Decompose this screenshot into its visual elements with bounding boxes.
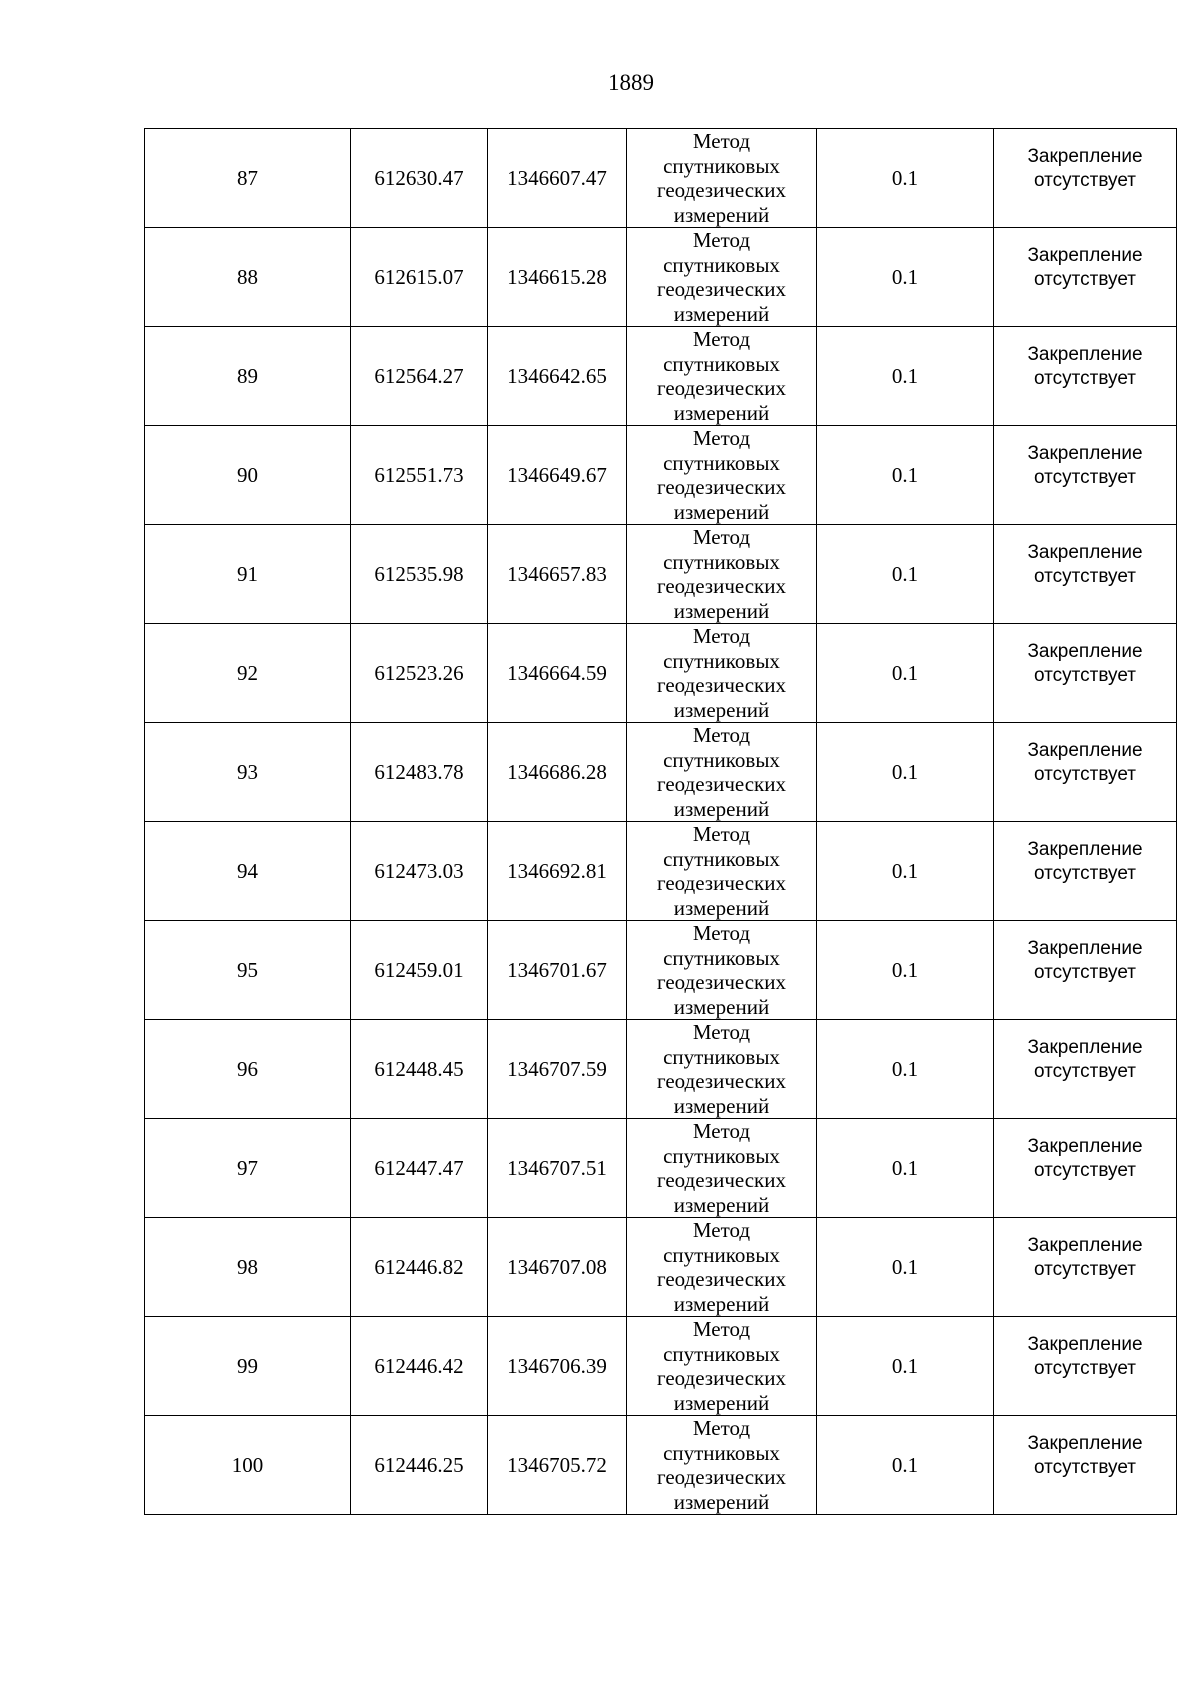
method-line: спутниковых [663,747,780,772]
method-line: Метод [692,129,751,153]
fixing-line: Закрепление [1027,1037,1143,1058]
accuracy-cell: 0.1 [817,327,994,426]
method-line: измерений [673,400,770,425]
method-cell [627,1416,817,1515]
method-line: геодезических [656,277,786,301]
x-coordinate-cell: 612473.03 [351,822,488,921]
fixing-cell [994,1416,1177,1515]
method-line: измерений [673,499,770,524]
method-line: геодезических [656,1168,786,1192]
table-row [145,921,1177,1020]
fixing-line: отсутствует [1034,1259,1136,1280]
table-row [145,822,1177,921]
method-cell [627,1218,817,1317]
method-cell [627,723,817,822]
x-coordinate-cell: 612564.27 [351,327,488,426]
point-number-cell: 93 [145,723,351,822]
y-coordinate-cell: 1346649.67 [488,426,627,525]
method-line: спутниковых [663,450,780,475]
method-line: спутниковых [663,351,780,376]
accuracy-cell: 0.1 [817,1020,994,1119]
fixing-line: отсутствует [1034,962,1136,983]
method-line: геодезических [656,1465,786,1489]
method-cell [627,1119,817,1218]
y-coordinate-cell: 1346707.51 [488,1119,627,1218]
table-row [145,525,1177,624]
method-cell [627,129,817,228]
fixing-cell [994,1317,1177,1416]
method-line: измерений [673,301,770,326]
fixing-line: Закрепление [1027,146,1143,167]
method-line: геодезических [656,1267,786,1291]
method-line: Метод [692,1218,751,1242]
method-line: измерений [673,994,770,1019]
x-coordinate-cell: 612448.45 [351,1020,488,1119]
method-cell [627,228,817,327]
fixing-cell [994,327,1177,426]
method-line: Метод [692,228,751,252]
table-row [145,1020,1177,1119]
accuracy-cell: 0.1 [817,1119,994,1218]
fixing-line: отсутствует [1034,566,1136,587]
fixing-line: отсутствует [1034,764,1136,785]
fixing-line: отсутствует [1034,863,1136,884]
x-coordinate-cell: 612447.47 [351,1119,488,1218]
accuracy-cell: 0.1 [817,426,994,525]
table-row [145,426,1177,525]
fixing-cell [994,129,1177,228]
table-row [145,1119,1177,1218]
fixing-line: Закрепление [1027,344,1143,365]
method-line: измерений [673,697,770,722]
x-coordinate-cell: 612459.01 [351,921,488,1020]
table-row [145,1317,1177,1416]
method-line: геодезических [656,475,786,499]
point-number-cell: 89 [145,327,351,426]
fixing-line: Закрепление [1027,938,1143,959]
fixing-line: Закрепление [1027,1433,1143,1454]
page-number: 1889 [608,70,654,95]
fixing-line: Закрепление [1027,245,1143,266]
y-coordinate-cell: 1346707.08 [488,1218,627,1317]
accuracy-cell: 0.1 [817,525,994,624]
method-line: измерений [673,1489,770,1514]
fixing-line: отсутствует [1034,1160,1136,1181]
method-line: измерений [673,1390,770,1415]
method-line: спутниковых [663,1143,780,1168]
y-coordinate-cell: 1346657.83 [488,525,627,624]
fixing-line: Закрепление [1027,443,1143,464]
method-line: Метод [692,624,751,648]
method-line: геодезических [656,673,786,697]
fixing-cell [994,525,1177,624]
y-coordinate-cell: 1346705.72 [488,1416,627,1515]
table-body [145,129,1177,1515]
fixing-line: отсутствует [1034,665,1136,686]
fixing-line: отсутствует [1034,1457,1136,1478]
method-cell [627,327,817,426]
x-coordinate-cell: 612483.78 [351,723,488,822]
point-number-cell: 88 [145,228,351,327]
fixing-line: Закрепление [1027,839,1143,860]
method-line: измерений [673,202,770,227]
method-line: измерений [673,895,770,920]
method-cell [627,1317,817,1416]
table-row [145,129,1177,228]
fixing-cell [994,1218,1177,1317]
method-line: измерений [673,796,770,821]
table-row [145,327,1177,426]
method-line: спутниковых [663,1242,780,1267]
fixing-line: отсутствует [1034,1061,1136,1082]
fixing-cell [994,228,1177,327]
fixing-line: Закрепление [1027,1334,1143,1355]
method-line: Метод [692,1317,751,1341]
y-coordinate-cell: 1346642.65 [488,327,627,426]
method-line: геодезических [656,376,786,400]
method-cell [627,1020,817,1119]
fixing-cell [994,822,1177,921]
method-cell [627,822,817,921]
point-number-cell: 91 [145,525,351,624]
method-line: геодезических [656,178,786,202]
fixing-line: Закрепление [1027,1235,1143,1256]
fixing-line: отсутствует [1034,1358,1136,1379]
point-number-cell: 95 [145,921,351,1020]
y-coordinate-cell: 1346692.81 [488,822,627,921]
table-row [145,624,1177,723]
method-line: спутниковых [663,1341,780,1366]
accuracy-cell: 0.1 [817,1218,994,1317]
point-number-cell: 99 [145,1317,351,1416]
x-coordinate-cell: 612446.42 [351,1317,488,1416]
fixing-line: отсутствует [1034,170,1136,191]
accuracy-cell: 0.1 [817,228,994,327]
point-number-cell: 90 [145,426,351,525]
x-coordinate-cell: 612446.25 [351,1416,488,1515]
method-line: геодезических [656,1366,786,1390]
x-coordinate-cell: 612630.47 [351,129,488,228]
coordinates-table [144,128,1177,1515]
fixing-line: Закрепление [1027,641,1143,662]
method-line: Метод [692,426,751,450]
method-line: спутниковых [663,648,780,673]
method-line: Метод [692,1119,751,1143]
y-coordinate-cell: 1346706.39 [488,1317,627,1416]
fixing-line: отсутствует [1034,368,1136,389]
method-line: геодезических [656,970,786,994]
y-coordinate-cell: 1346664.59 [488,624,627,723]
table-row [145,723,1177,822]
point-number-cell: 97 [145,1119,351,1218]
point-number-cell: 98 [145,1218,351,1317]
accuracy-cell: 0.1 [817,921,994,1020]
fixing-line: Закрепление [1027,740,1143,761]
method-line: Метод [692,525,751,549]
accuracy-cell: 0.1 [817,723,994,822]
method-cell [627,426,817,525]
table-row [145,228,1177,327]
method-line: измерений [673,1192,770,1217]
method-line: спутниковых [663,1440,780,1465]
method-line: геодезических [656,1069,786,1093]
method-line: Метод [692,822,751,846]
method-line: Метод [692,1020,751,1044]
point-number-cell: 96 [145,1020,351,1119]
method-line: геодезических [656,574,786,598]
y-coordinate-cell: 1346686.28 [488,723,627,822]
method-line: Метод [692,1416,751,1440]
point-number-cell: 94 [145,822,351,921]
y-coordinate-cell: 1346615.28 [488,228,627,327]
method-cell [627,525,817,624]
accuracy-cell: 0.1 [817,1317,994,1416]
method-line: Метод [692,327,751,351]
fixing-cell [994,426,1177,525]
method-cell [627,921,817,1020]
accuracy-cell: 0.1 [817,129,994,228]
fixing-line: отсутствует [1034,467,1136,488]
method-line: спутниковых [663,153,780,178]
fixing-cell [994,723,1177,822]
accuracy-cell: 0.1 [817,1416,994,1515]
method-line: Метод [692,723,751,747]
point-number-cell: 92 [145,624,351,723]
fixing-cell [994,624,1177,723]
method-line: спутниковых [663,945,780,970]
x-coordinate-cell: 612535.98 [351,525,488,624]
fixing-cell [994,1119,1177,1218]
accuracy-cell: 0.1 [817,822,994,921]
table-row [145,1416,1177,1515]
method-line: Метод [692,921,751,945]
y-coordinate-cell: 1346707.59 [488,1020,627,1119]
method-cell [627,624,817,723]
fixing-line: отсутствует [1034,269,1136,290]
y-coordinate-cell: 1346607.47 [488,129,627,228]
table-row [145,1218,1177,1317]
accuracy-cell: 0.1 [817,624,994,723]
method-line: спутниковых [663,846,780,871]
point-number-cell: 100 [145,1416,351,1515]
method-line: измерений [673,1291,770,1316]
fixing-cell [994,921,1177,1020]
point-number-cell: 87 [145,129,351,228]
method-line: спутниковых [663,252,780,277]
x-coordinate-cell: 612615.07 [351,228,488,327]
method-line: геодезических [656,772,786,796]
y-coordinate-cell: 1346701.67 [488,921,627,1020]
method-line: спутниковых [663,1044,780,1069]
x-coordinate-cell: 612446.82 [351,1218,488,1317]
fixing-line: Закрепление [1027,1136,1143,1157]
method-line: измерений [673,1093,770,1118]
x-coordinate-cell: 612523.26 [351,624,488,723]
method-line: спутниковых [663,549,780,574]
method-line: геодезических [656,871,786,895]
method-line: измерений [673,598,770,623]
x-coordinate-cell: 612551.73 [351,426,488,525]
fixing-cell [994,1020,1177,1119]
fixing-line: Закрепление [1027,542,1143,563]
